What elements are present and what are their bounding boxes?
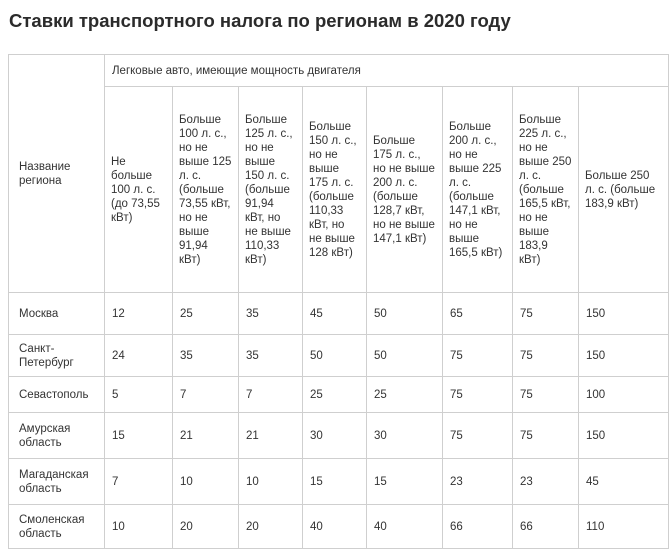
rate-cell: 150 — [579, 293, 669, 335]
rate-cell: 21 — [173, 413, 239, 459]
rate-cell: 45 — [303, 293, 367, 335]
rate-cell: 50 — [367, 293, 443, 335]
rate-cell: 100 — [579, 377, 669, 413]
rate-cell: 35 — [173, 335, 239, 377]
rate-cell: 40 — [303, 505, 367, 549]
rate-cell: 35 — [239, 335, 303, 377]
region-name-cell: Амурская область — [9, 413, 105, 459]
power-column-header: Больше 100 л. с., но не выше 125 л. с. (больше 73,55 кВт, но не выше 91,94 кВт) — [173, 87, 239, 293]
rate-cell: 75 — [443, 377, 513, 413]
rate-cell: 65 — [443, 293, 513, 335]
page-title: Ставки транспортного налога по регионам в 2020 году — [9, 10, 511, 31]
rate-cell: 66 — [443, 505, 513, 549]
power-column-header: Больше 125 л. с., но не выше 150 л. с. (больше 91,94 кВт, но не выше 110,33 кВт) — [239, 87, 303, 293]
rate-cell: 75 — [513, 413, 579, 459]
table-row — [9, 335, 669, 377]
power-column-header: Больше 250 л. с. (больше 183,9 кВт) — [579, 87, 669, 293]
rate-cell: 25 — [303, 377, 367, 413]
header-row-group — [9, 55, 669, 87]
rate-cell: 75 — [443, 335, 513, 377]
rate-cell: 15 — [105, 413, 173, 459]
rate-cell: 23 — [443, 459, 513, 505]
table-row — [9, 293, 669, 335]
rate-cell: 10 — [173, 459, 239, 505]
rate-cell: 30 — [303, 413, 367, 459]
power-column-header: Не больше 100 л. с. (до 73,55 кВт) — [105, 87, 173, 293]
rate-cell: 110 — [579, 505, 669, 549]
power-column-header: Больше 150 л. с., но не выше 175 л. с. (больше 110,33 кВт, но не выше 128 кВт) — [303, 87, 367, 293]
region-column-header: Название региона — [9, 55, 105, 293]
rate-cell: 7 — [239, 377, 303, 413]
rate-cell: 10 — [239, 459, 303, 505]
power-column-header: Больше 225 л. с., но не выше 250 л. с. (больше 165,5 кВт, но не выше 183,9 кВт) — [513, 87, 579, 293]
rate-cell: 30 — [367, 413, 443, 459]
rate-cell: 25 — [367, 377, 443, 413]
rate-cell: 24 — [105, 335, 173, 377]
rate-cell: 150 — [579, 413, 669, 459]
power-column-header: Больше 175 л. с., но не выше 200 л. с. (больше 128,7 кВт, но не выше 147,1 кВт) — [367, 87, 443, 293]
rate-cell: 50 — [367, 335, 443, 377]
region-name-cell: Москва — [9, 293, 105, 335]
rate-cell: 45 — [579, 459, 669, 505]
rate-cell: 15 — [367, 459, 443, 505]
region-name-cell: Севастополь — [9, 377, 105, 413]
region-name-cell: Магаданская область — [9, 459, 105, 505]
rate-cell: 50 — [303, 335, 367, 377]
table-row — [9, 377, 669, 413]
power-group-header: Легковые авто, имеющие мощность двигателя — [105, 55, 669, 87]
tax-rates-table — [8, 54, 669, 549]
rate-cell: 75 — [513, 377, 579, 413]
table-row — [9, 459, 669, 505]
rate-cell: 7 — [105, 459, 173, 505]
rate-cell: 20 — [239, 505, 303, 549]
rate-cell: 75 — [513, 335, 579, 377]
rate-cell: 10 — [105, 505, 173, 549]
rate-cell: 23 — [513, 459, 579, 505]
rate-cell: 20 — [173, 505, 239, 549]
table-row — [9, 413, 669, 459]
region-name-cell: Смоленская область — [9, 505, 105, 549]
rate-cell: 35 — [239, 293, 303, 335]
rate-cell: 150 — [579, 335, 669, 377]
rate-cell: 7 — [173, 377, 239, 413]
rate-cell: 25 — [173, 293, 239, 335]
power-column-header: Больше 200 л. с., но не выше 225 л. с. (больше 147,1 кВт, но не выше 165,5 кВт) — [443, 87, 513, 293]
rate-cell: 66 — [513, 505, 579, 549]
region-name-cell: Санкт-Петербург — [9, 335, 105, 377]
rate-cell: 40 — [367, 505, 443, 549]
table-row — [9, 505, 669, 549]
rate-cell: 75 — [443, 413, 513, 459]
rate-cell: 15 — [303, 459, 367, 505]
header-row-columns — [9, 87, 669, 293]
rate-cell: 5 — [105, 377, 173, 413]
rate-cell: 12 — [105, 293, 173, 335]
rate-cell: 21 — [239, 413, 303, 459]
rate-cell: 75 — [513, 293, 579, 335]
